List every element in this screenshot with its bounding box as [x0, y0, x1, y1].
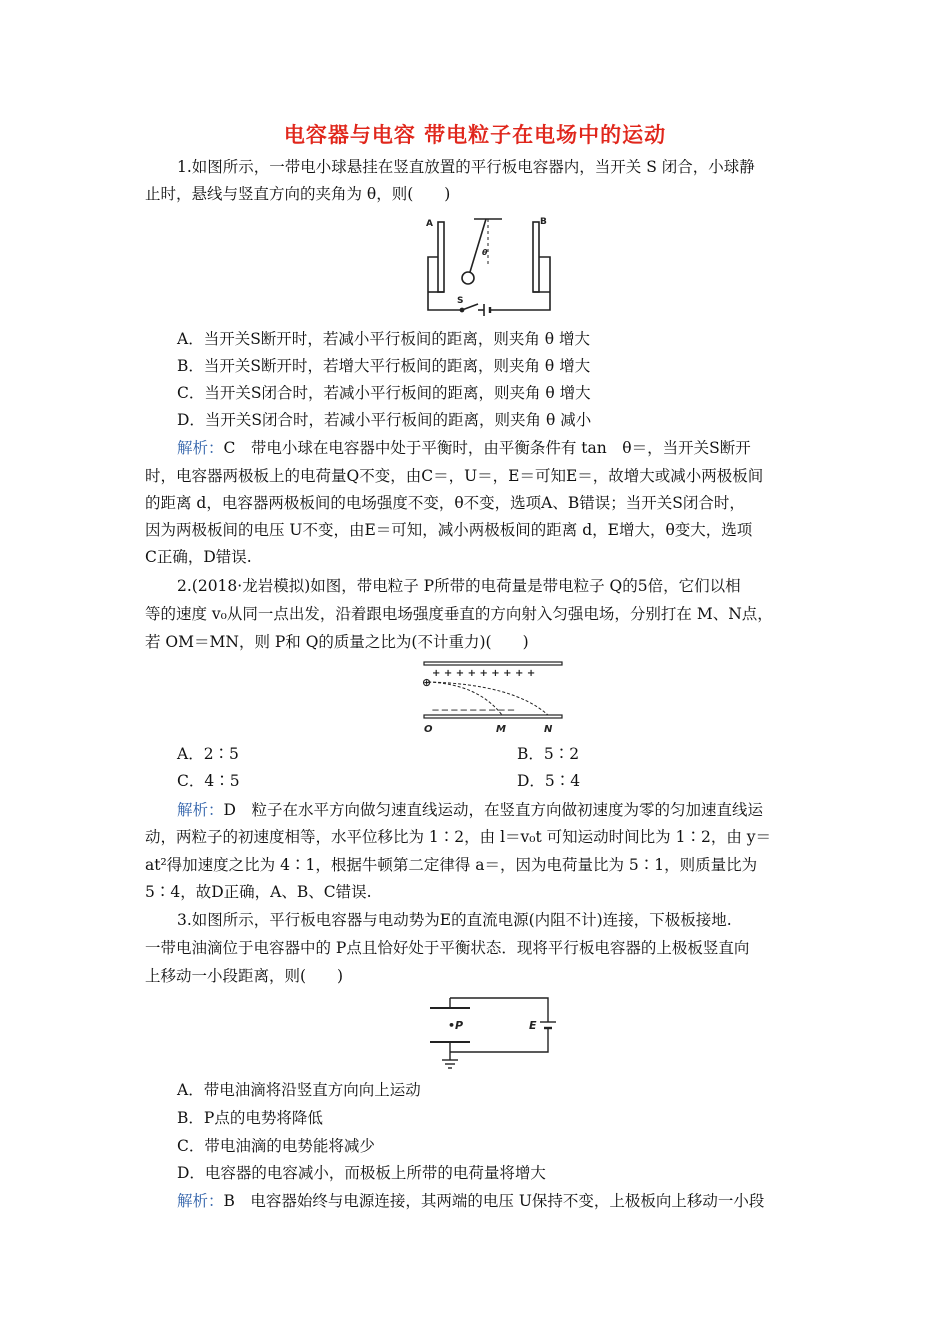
q3-analysis-line-1 — [177, 1191, 764, 1211]
q3-option-a: A．带电油滴将沿竖直方向向上运动 — [177, 1081, 421, 1099]
q1-stem-line-2: 止时，悬线与竖直方向的夹角为 θ，则( ) — [145, 185, 451, 203]
label-theta: θ — [482, 248, 488, 257]
q2-deflection-figure — [418, 660, 568, 738]
q1-option-c: C．当开关S闭合时，若减小平行板间的距离，则夹角 θ 增大 — [177, 384, 591, 402]
label-b: B — [540, 217, 547, 227]
q2-stem-line-3: 若 OM＝MN，则 P和 Q的质量之比为(不计重力)( ) — [145, 633, 529, 651]
label-o: O — [424, 724, 433, 735]
q1-analysis-text: C 带电小球在电容器中处于平衡时，由平衡条件有 tan θ＝，当开关S断开 — [223, 439, 751, 457]
q3-circuit-figure — [420, 992, 560, 1072]
minus-row: — — — — — — — — — — [432, 706, 515, 714]
q3-stem-line-1: 3.如图所示，平行板电容器与电动势为E的直流电源(内阻不计)连接，下极板接地. — [177, 911, 732, 929]
q1-capacitor-figure — [420, 212, 560, 317]
q3-option-b: B．P点的电势将降低 — [177, 1109, 323, 1127]
q3-stem-line-2: 一带电油滴位于电容器中的 P点且恰好处于平衡状态．现将平行板电容器的上极板竖直向 — [145, 939, 750, 957]
analysis-label: 解析： — [177, 1192, 224, 1210]
q1-analysis-line-5: C正确，D错误. — [145, 548, 252, 566]
analysis-label: 解析： — [177, 439, 224, 457]
q1-option-b: B．当开关S断开时，若增大平行板间的距离，则夹角 θ 增大 — [177, 357, 591, 375]
label-p: •P — [448, 1019, 464, 1032]
q1-analysis-line-2: 时，电容器两极板上的电荷量Q不变，由C＝，U＝，E＝可知E＝，故增大或减小两极板间 — [145, 467, 764, 485]
q2-stem-line-1: 2.(2018·龙岩模拟)如图，带电粒子 P所带的电荷量是带电粒子 Q的5倍，它们以相 — [177, 577, 741, 595]
q2-option-d: D．5∶4 — [517, 772, 581, 790]
q1-analysis-line-4: 因为两极板间的电压 U不变，由E＝可知，减小两极板间的距离 d，E增大，θ变大，选项 — [145, 521, 753, 539]
q1-analysis-line-3: 的距离 d，电容器两极板间的电场强度不变，θ不变，选项A、B错误；当开关S闭合时， — [145, 494, 745, 512]
q1-analysis-line-1 — [177, 438, 751, 458]
plate-a — [438, 222, 444, 292]
q2-analysis-line-4: 5∶4，故D正确，A、B、C错误. — [145, 883, 372, 901]
q1-option-d: D．当开关S闭合时，若减小平行板间的距离，则夹角 θ 减小 — [177, 411, 592, 429]
q2-analysis-line-3: at²得加速度之比为 4∶1，根据牛顿第二定律得 a＝，因为电荷量比为 5∶1，则质量比为 — [145, 856, 758, 874]
q2-stem-line-2: 等的速度 v₀从同一点出发，沿着跟电场强度垂直的方向射入匀强电场，分别打在 M、N点， — [145, 605, 773, 623]
q3-stem-line-3: 上移动一小段距离，则( ) — [145, 967, 344, 985]
q2-analysis-line-1 — [177, 800, 763, 820]
q2-option-c: C．4∶5 — [177, 772, 240, 790]
plus-row: + + + + + + + + + — [432, 668, 536, 679]
label-n: N — [544, 724, 553, 735]
label-m: M — [496, 724, 506, 735]
q3-option-c: C．带电油滴的电势能将减少 — [177, 1137, 375, 1155]
q2-option-a: A．2∶5 — [177, 745, 239, 763]
page-title: 电容器与电容 带电粒子在电场中的运动 — [283, 123, 667, 147]
label-a: A — [426, 219, 433, 229]
label-s: S — [457, 296, 464, 306]
q2-analysis-line-2: 动，两粒子的初速度相等，水平位移比为 1∶2，由 l＝v₀t 可知运动时间比为 1∶2，由 y＝ — [145, 828, 771, 846]
charge-symbol: ⊕ — [422, 676, 432, 689]
q3-option-d: D．电容器的电容减小，而极板上所带的电荷量将增大 — [177, 1164, 546, 1182]
q2-option-b: B．5∶2 — [517, 745, 580, 763]
q2-analysis-text: D 粒子在水平方向做匀速直线运动，在竖直方向做初速度为零的匀加速直线运 — [223, 801, 763, 819]
q3-analysis-text: B 电容器始终与电源连接，其两端的电压 U保持不变，上极板向上移动一小段 — [223, 1192, 765, 1210]
analysis-label: 解析： — [177, 801, 224, 819]
q1-option-a: A．当开关S断开时，若减小平行板间的距离，则夹角 θ 增大 — [177, 330, 590, 348]
label-e: E — [529, 1019, 537, 1032]
plate-b — [533, 222, 539, 292]
q1-stem-line-1: 1.如图所示，一带电小球悬挂在竖直放置的平行板电容器内，当开关 S 闭合，小球静 — [177, 158, 755, 176]
